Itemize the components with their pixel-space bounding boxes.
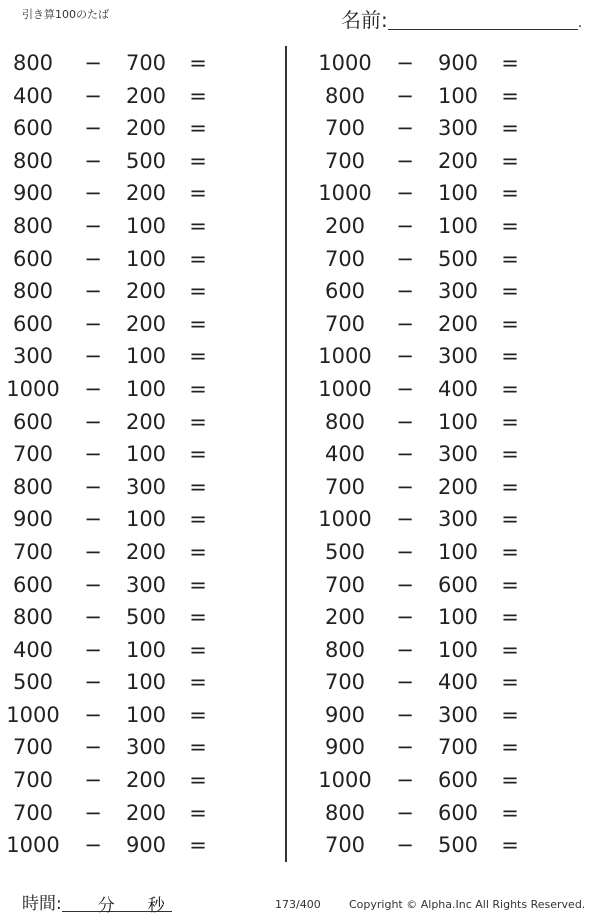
minus-sign: −	[396, 279, 414, 304]
equals-sign: =	[189, 605, 207, 630]
name-end-dot: .	[577, 15, 583, 31]
minuend: 1000	[318, 181, 372, 206]
equals-sign: =	[189, 670, 207, 695]
subtrahend: 300	[437, 702, 479, 727]
subtrahend: 600	[437, 572, 479, 597]
subtrahend: 900	[125, 833, 167, 858]
equals-sign: =	[501, 376, 519, 401]
equals-sign: =	[189, 51, 207, 75]
minus-sign: −	[396, 311, 414, 336]
subtrahend: 200	[437, 474, 479, 499]
equals-sign: =	[189, 83, 207, 108]
minutes-label: 分	[97, 896, 115, 916]
equals-sign: =	[189, 213, 207, 238]
copyright-text: Copyright © Alpha.Inc All Rights Reserved.	[349, 898, 586, 911]
subtrahend: 500	[125, 605, 167, 630]
subtrahend: 100	[125, 246, 167, 271]
minus-sign: −	[84, 116, 102, 141]
minus-sign: −	[84, 442, 102, 467]
minus-sign: −	[396, 833, 414, 858]
equals-sign: =	[189, 702, 207, 727]
column-divider	[285, 46, 287, 862]
subtrahend: 300	[437, 344, 479, 369]
minuend: 900	[324, 702, 366, 727]
subtrahend: 300	[125, 572, 167, 597]
minus-sign: −	[396, 670, 414, 695]
subtrahend: 300	[125, 474, 167, 499]
minus-sign: −	[396, 344, 414, 369]
minus-sign: −	[84, 246, 102, 271]
subtrahend: 200	[125, 311, 167, 336]
subtrahend: 100	[437, 409, 479, 434]
minuend: 400	[12, 637, 54, 662]
minuend: 1000	[318, 768, 372, 793]
minuend: 1000	[318, 344, 372, 369]
minus-sign: −	[84, 833, 102, 858]
time-label: 時間:	[22, 894, 62, 914]
equals-sign: =	[501, 279, 519, 304]
minus-sign: −	[84, 539, 102, 564]
subtrahend: 400	[437, 670, 479, 695]
equals-sign: =	[189, 474, 207, 499]
equals-sign: =	[189, 376, 207, 401]
minus-sign: −	[396, 148, 414, 173]
minuend: 200	[324, 213, 366, 238]
minuend: 600	[12, 409, 54, 434]
equals-sign: =	[189, 539, 207, 564]
equals-sign: =	[501, 213, 519, 238]
subtrahend: 100	[437, 637, 479, 662]
subtrahend: 700	[125, 51, 167, 75]
equals-sign: =	[501, 181, 519, 206]
subtrahend: 100	[437, 213, 479, 238]
minus-sign: −	[396, 181, 414, 206]
minus-sign: −	[84, 181, 102, 206]
subtrahend: 100	[437, 605, 479, 630]
name-blank-line[interactable]	[388, 9, 578, 30]
minuend: 900	[12, 181, 54, 206]
subtrahend: 100	[125, 670, 167, 695]
time-blank-line[interactable]	[62, 891, 172, 916]
minuend: 800	[12, 474, 54, 499]
subtrahend: 100	[125, 213, 167, 238]
minuend: 700	[12, 768, 54, 793]
minuend: 700	[324, 116, 366, 141]
minuend: 1000	[6, 833, 60, 858]
minus-sign: −	[396, 83, 414, 108]
subtrahend: 500	[437, 833, 479, 858]
minus-sign: −	[396, 246, 414, 271]
equals-sign: =	[189, 833, 207, 858]
subtrahend: 600	[437, 768, 479, 793]
subtrahend: 200	[125, 83, 167, 108]
equals-sign: =	[189, 116, 207, 141]
equals-sign: =	[189, 246, 207, 271]
minus-sign: −	[84, 83, 102, 108]
equals-sign: =	[501, 116, 519, 141]
minuend: 400	[324, 442, 366, 467]
time-field	[22, 889, 172, 914]
equals-sign: =	[189, 572, 207, 597]
minus-sign: −	[396, 507, 414, 532]
minuend: 900	[324, 735, 366, 760]
subtrahend: 200	[125, 279, 167, 304]
minuend: 800	[324, 83, 366, 108]
minus-sign: −	[84, 148, 102, 173]
minuend: 600	[324, 279, 366, 304]
subtrahend: 100	[437, 83, 479, 108]
minuend: 200	[324, 605, 366, 630]
equals-sign: =	[189, 768, 207, 793]
minus-sign: −	[396, 637, 414, 662]
equals-sign: =	[501, 768, 519, 793]
minuend: 800	[12, 279, 54, 304]
subtrahend: 100	[437, 539, 479, 564]
equals-sign: =	[501, 637, 519, 662]
equals-sign: =	[501, 246, 519, 271]
minuend: 800	[12, 605, 54, 630]
subtrahend: 300	[125, 735, 167, 760]
minus-sign: −	[84, 213, 102, 238]
minuend: 700	[324, 246, 366, 271]
minuend: 600	[12, 246, 54, 271]
subtrahend: 600	[437, 800, 479, 825]
equals-sign: =	[501, 442, 519, 467]
equals-sign: =	[501, 409, 519, 434]
subtrahend: 400	[437, 376, 479, 401]
subtrahend: 200	[125, 409, 167, 434]
subtrahend: 300	[437, 507, 479, 532]
subtrahend: 100	[125, 344, 167, 369]
equals-sign: =	[189, 311, 207, 336]
minus-sign: −	[396, 800, 414, 825]
minus-sign: −	[396, 376, 414, 401]
equals-sign: =	[189, 148, 207, 173]
minus-sign: −	[396, 409, 414, 434]
minus-sign: −	[84, 572, 102, 597]
subtrahend: 200	[125, 116, 167, 141]
minus-sign: −	[84, 376, 102, 401]
minuend: 1000	[318, 51, 372, 75]
equals-sign: =	[501, 605, 519, 630]
subtrahend: 500	[125, 148, 167, 173]
minus-sign: −	[84, 670, 102, 695]
minuend: 1000	[318, 376, 372, 401]
subtrahend: 300	[437, 116, 479, 141]
equals-sign: =	[189, 181, 207, 206]
minuend: 800	[12, 51, 54, 75]
equals-sign: =	[501, 344, 519, 369]
subtrahend: 500	[437, 246, 479, 271]
equals-sign: =	[189, 800, 207, 825]
minus-sign: −	[84, 344, 102, 369]
minuend: 700	[324, 833, 366, 858]
equals-sign: =	[501, 51, 519, 75]
subtrahend: 100	[437, 181, 479, 206]
minuend: 600	[12, 116, 54, 141]
minus-sign: −	[84, 474, 102, 499]
minus-sign: −	[84, 51, 102, 75]
minus-sign: −	[84, 800, 102, 825]
equals-sign: =	[189, 507, 207, 532]
equals-sign: =	[189, 344, 207, 369]
subtrahend: 100	[125, 442, 167, 467]
minuend: 1000	[6, 376, 60, 401]
minus-sign: −	[396, 539, 414, 564]
minuend: 700	[324, 311, 366, 336]
minus-sign: −	[396, 735, 414, 760]
minus-sign: −	[396, 442, 414, 467]
equals-sign: =	[189, 442, 207, 467]
minuend: 900	[12, 507, 54, 532]
subtrahend: 200	[125, 768, 167, 793]
subtrahend: 700	[437, 735, 479, 760]
minus-sign: −	[84, 311, 102, 336]
minuend: 600	[12, 311, 54, 336]
minuend: 500	[324, 539, 366, 564]
subtrahend: 200	[437, 148, 479, 173]
equals-sign: =	[501, 833, 519, 858]
subtrahend: 200	[125, 539, 167, 564]
minuend: 800	[324, 409, 366, 434]
minuend: 700	[12, 735, 54, 760]
worksheet-title: 引き算100のたば	[22, 8, 109, 21]
subtrahend: 200	[125, 800, 167, 825]
minuend: 1000	[6, 702, 60, 727]
subtrahend: 300	[437, 279, 479, 304]
minus-sign: −	[396, 213, 414, 238]
equals-sign: =	[189, 735, 207, 760]
minus-sign: −	[396, 702, 414, 727]
subtrahend: 100	[125, 637, 167, 662]
minuend: 300	[12, 344, 54, 369]
equals-sign: =	[501, 539, 519, 564]
subtrahend: 300	[437, 442, 479, 467]
subtrahend: 100	[125, 702, 167, 727]
minus-sign: −	[84, 702, 102, 727]
minus-sign: −	[396, 116, 414, 141]
minus-sign: −	[84, 605, 102, 630]
equals-sign: =	[501, 474, 519, 499]
subtrahend: 200	[125, 181, 167, 206]
equals-sign: =	[501, 507, 519, 532]
equals-sign: =	[501, 800, 519, 825]
minuend: 700	[324, 474, 366, 499]
minus-sign: −	[84, 279, 102, 304]
minuend: 700	[12, 539, 54, 564]
equals-sign: =	[501, 735, 519, 760]
equals-sign: =	[189, 637, 207, 662]
minuend: 1000	[318, 507, 372, 532]
minuend: 700	[324, 148, 366, 173]
subtrahend: 900	[437, 51, 479, 75]
minuend: 700	[12, 442, 54, 467]
name-label: 名前:	[341, 8, 388, 32]
minuend: 800	[12, 148, 54, 173]
equals-sign: =	[501, 148, 519, 173]
minus-sign: −	[396, 572, 414, 597]
equals-sign: =	[501, 670, 519, 695]
equals-sign: =	[501, 83, 519, 108]
equals-sign: =	[501, 311, 519, 336]
subtrahend: 200	[437, 311, 479, 336]
minuend: 400	[12, 83, 54, 108]
equals-sign: =	[189, 279, 207, 304]
equals-sign: =	[501, 572, 519, 597]
minus-sign: −	[84, 507, 102, 532]
minuend: 800	[324, 637, 366, 662]
subtrahend: 100	[125, 507, 167, 532]
page-number: 173/400	[275, 898, 321, 911]
minuend: 600	[12, 572, 54, 597]
minuend: 700	[12, 800, 54, 825]
minuend: 800	[324, 800, 366, 825]
minus-sign: −	[396, 474, 414, 499]
name-field	[341, 4, 582, 33]
minuend: 800	[12, 213, 54, 238]
minuend: 700	[324, 572, 366, 597]
minuend: 500	[12, 670, 54, 695]
minus-sign: −	[84, 735, 102, 760]
minus-sign: −	[396, 605, 414, 630]
subtrahend: 100	[125, 376, 167, 401]
minuend: 700	[324, 670, 366, 695]
seconds-label: 秒	[147, 896, 165, 916]
equals-sign: =	[501, 702, 519, 727]
minus-sign: −	[84, 768, 102, 793]
minus-sign: −	[84, 409, 102, 434]
minus-sign: −	[396, 768, 414, 793]
minus-sign: −	[84, 637, 102, 662]
equals-sign: =	[189, 409, 207, 434]
minus-sign: −	[396, 51, 414, 75]
